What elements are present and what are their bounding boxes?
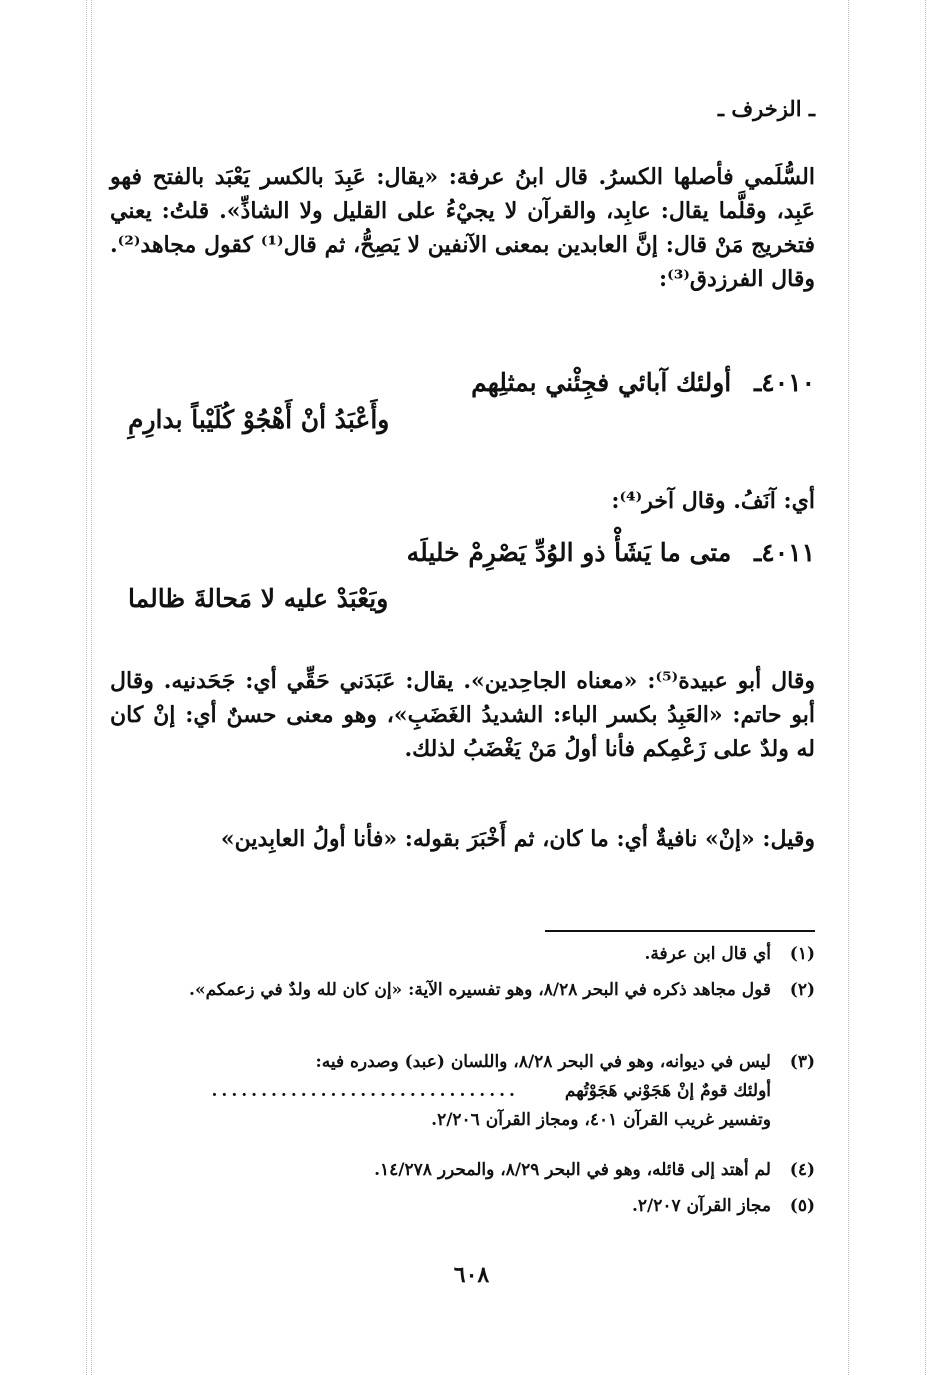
- footnote-5: [120, 1192, 815, 1221]
- verse-number: ٤٠١٠ـ: [753, 368, 815, 397]
- footnote-extra: وتفسير غريب القرآن ٤٠١، ومجاز القرآن ٢/٢٠٦.: [431, 1109, 771, 1130]
- running-header: ـ الزخرف ـ: [717, 96, 815, 121]
- paragraph-3: وقال أبو عبيدة⁽⁵⁾: «معناه الجاحِدين». يقال: عَبَدَني حَقِّي أي: جَحَدنيه. وقال أبو حاتم: «العَبِدُ بكسر الباء: الشديدُ الغَضَبِ»، وهو معنى حسنٌ أي: إنْ كان له ولدٌ على زَعْمِكم فأنا أولُ مَنْ يَغْضَبُ لذلك.: [110, 668, 815, 763]
- verse-4010-second-hemistich: وأَعْبَدُ أنْ أَهْجُوْ كُلَيْباً بدارِمِ: [128, 405, 390, 434]
- verse-ellipsis: ...............................: [211, 1080, 519, 1101]
- verse-4010-first-hemistich: [471, 368, 815, 397]
- footnote-number: (٥): [789, 1196, 815, 1216]
- verse-text: أولئك آبائي فجِئْني بمثلِهم: [471, 368, 732, 397]
- footnote-4: [120, 1156, 815, 1185]
- footnote-separator: [545, 930, 815, 932]
- footnote-2: [120, 976, 815, 1005]
- footnote-text: مجاز القرآن ٢/٢٠٧.: [631, 1196, 771, 1216]
- verse-4011-second-hemistich: ويَعْبَدْ عليه لا مَحالةَ ظالما: [128, 584, 389, 613]
- verse-4011-first-hemistich: [407, 538, 815, 567]
- footnote-text: قول مجاهد ذكره في البحر ٨/٢٨، وهو تفسيره الآية: «إن كان لله ولدٌ في زعمكم».: [189, 980, 771, 1000]
- verse-text: متى ما يَشَأْ ذو الوُدِّ يَصْرِمْ خليلَه: [406, 538, 732, 567]
- footnote-text: ليس في ديوانه، وهو في البحر ٨/٢٨، واللسان (عبد) وصدره فيه:: [315, 1052, 771, 1072]
- verse-number: ٤٠١١ـ: [753, 538, 815, 567]
- footnote-number: (٣): [789, 1052, 815, 1072]
- footnote-3: [120, 1048, 815, 1135]
- footnote-number: (١): [789, 944, 815, 964]
- paragraph-4: وقيل: «إنْ» نافيةٌ أي: ما كان، ثم أَخْبَرَ بقوله: «فأنا أولُ العابِدين»: [220, 826, 815, 852]
- footnote-number: (٢): [789, 980, 815, 1000]
- paragraph-2: أي: آنَفُ. وقال آخر⁽⁴⁾:: [611, 488, 815, 514]
- footnote-1: [120, 940, 815, 969]
- footnote-text: لم أهتد إلى قائله، وهو في البحر ٨/٢٩، والمحرر ١٤/٢٧٨.: [374, 1160, 771, 1180]
- paragraph-1: السُّلَمي فأصلها الكسرُ. قال ابنُ عرفة: «يقال: عَبِدَ بالكسر يَعْبَد بالفتح فهو عَبِد، وقلَّما يقال: عابِد، والقرآن لا يجيْءُ على القليل ولا الشاذِّ». قلتُ: يعني فتخريج مَنْ قال: إنَّ العابدين بمعنى الآنفين لا يَصِحُّ، ثم قال⁽¹⁾ كقول مجاهد⁽²⁾. وقال الفرزدق⁽³⁾:: [110, 164, 815, 293]
- footnote-text: أي قال ابن عرفة.: [644, 944, 771, 964]
- page-number: ٦٠٨: [453, 1262, 490, 1288]
- footnote-verse: أولئك قومٌ إنْ هَجَوْني هَجَوْتُهم: [564, 1080, 771, 1101]
- footnote-number: (٤): [789, 1160, 815, 1180]
